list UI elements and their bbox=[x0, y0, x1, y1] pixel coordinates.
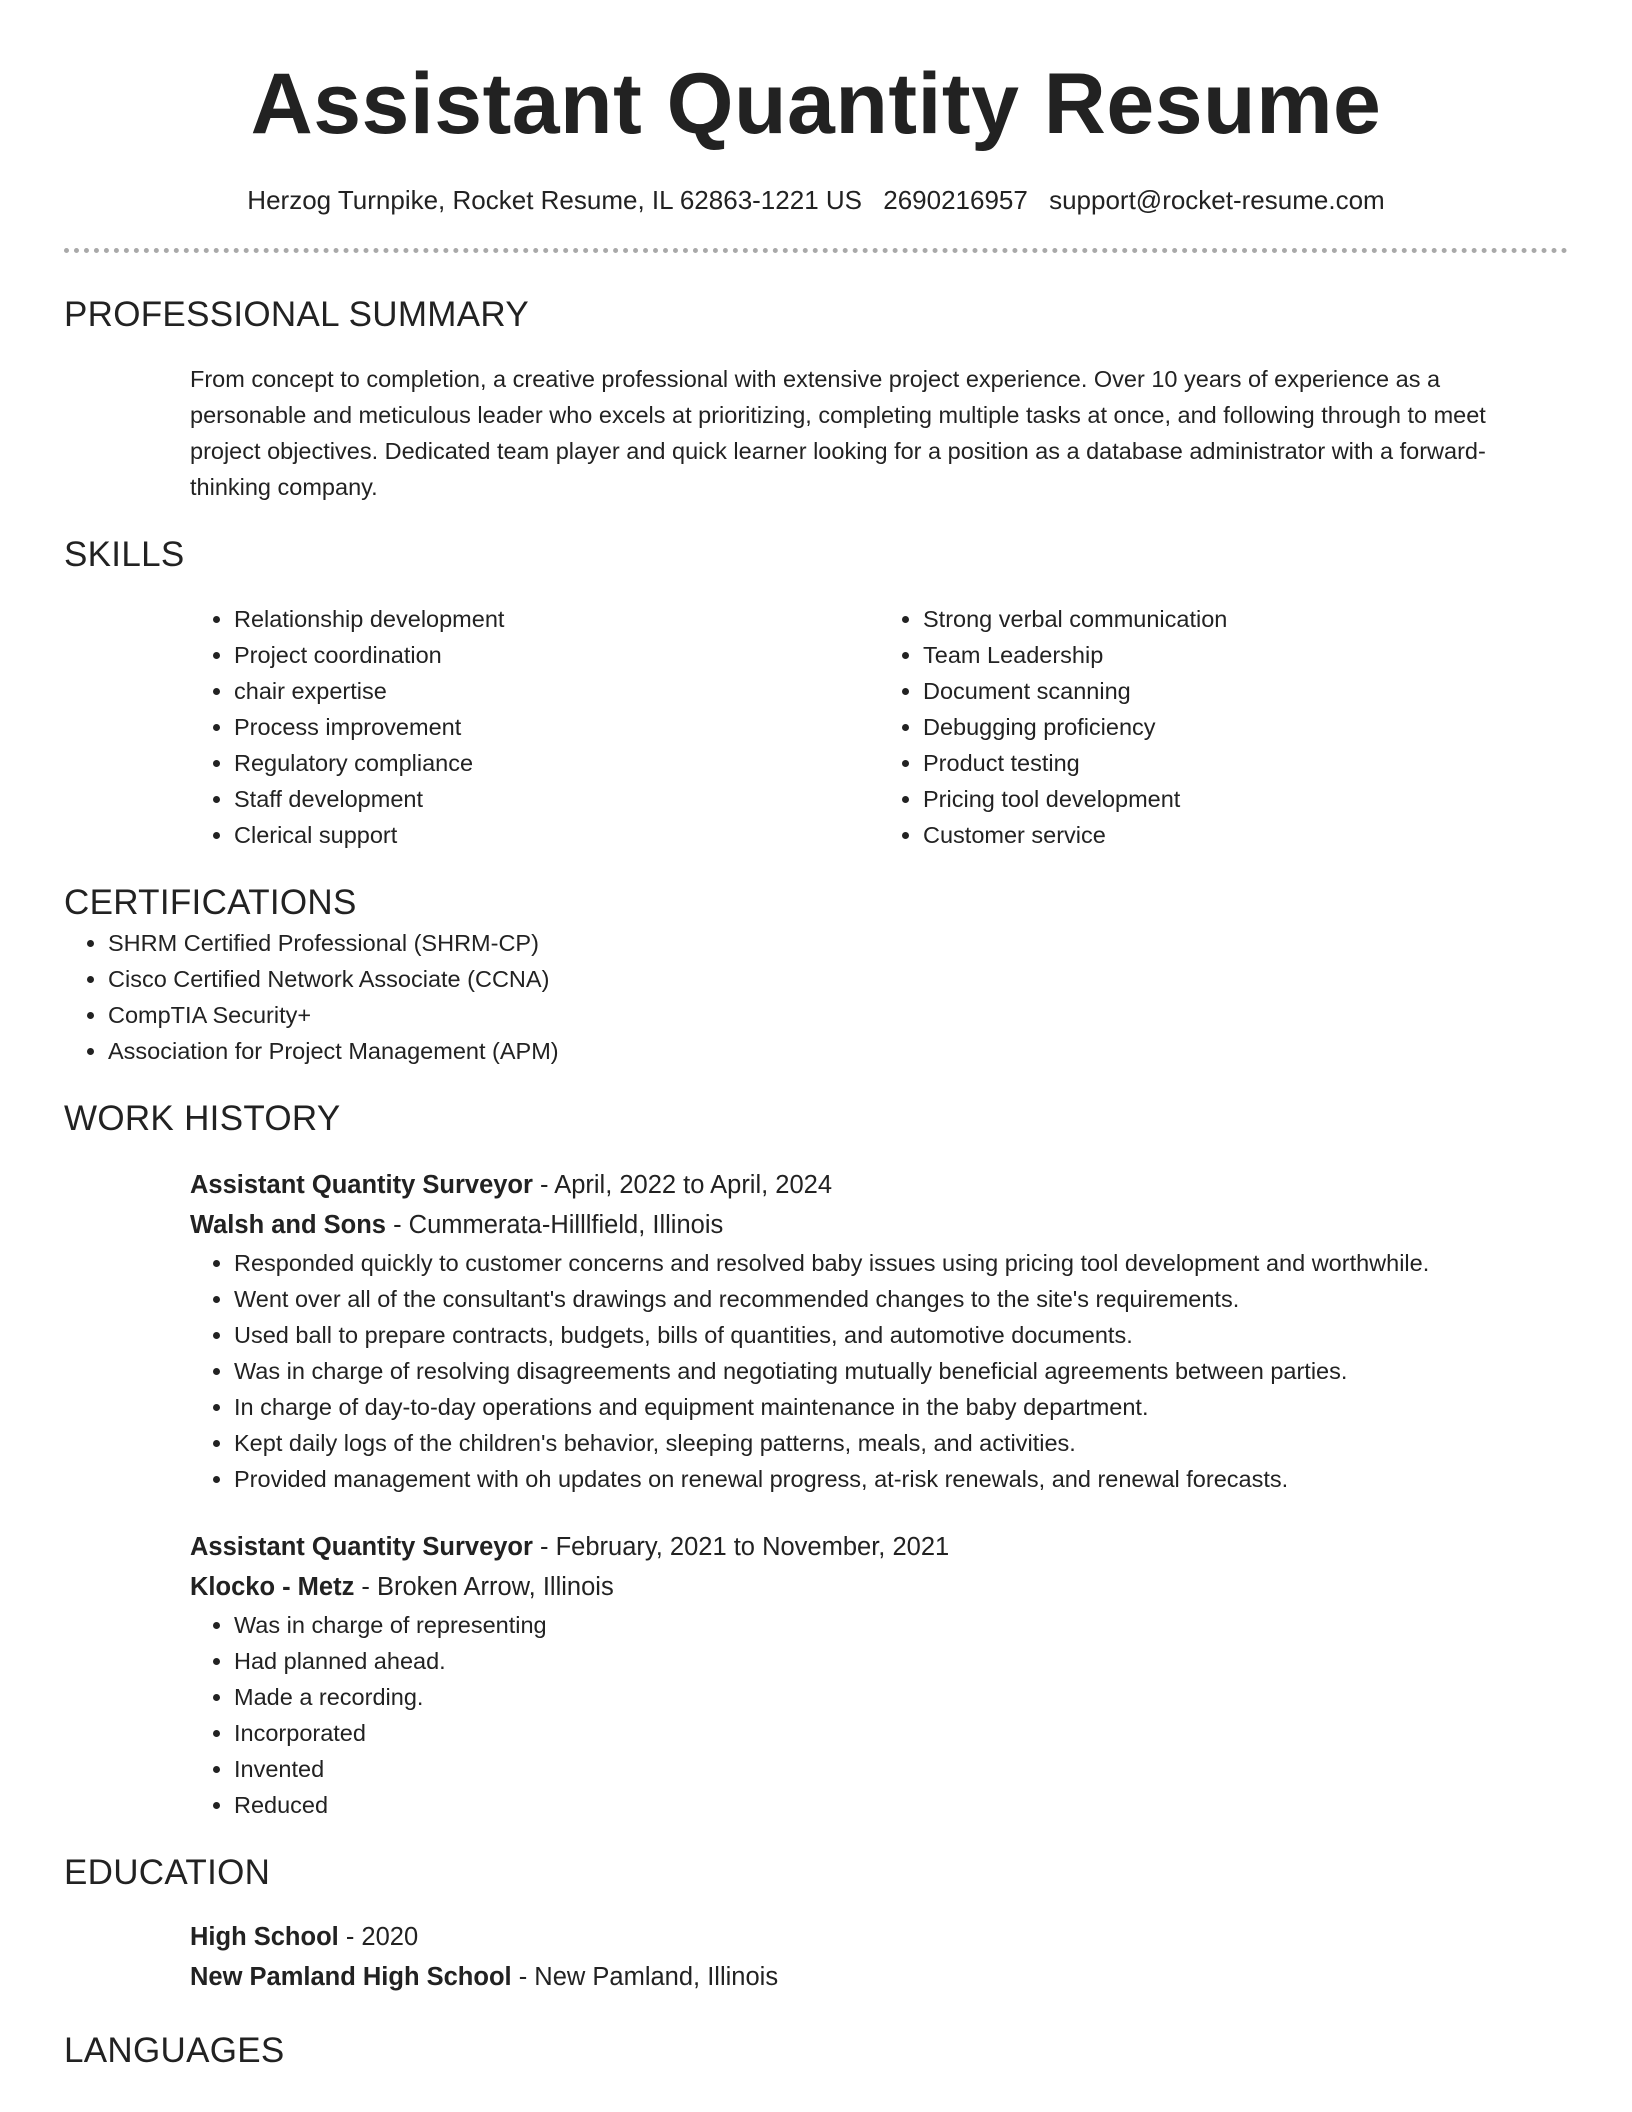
job-company: Klocko - Metz bbox=[190, 1573, 355, 1601]
contact-email: support@rocket-resume.com bbox=[1049, 185, 1385, 215]
job-bullet: • Made a recording. bbox=[234, 1679, 1568, 1715]
education-heading: EDUCATION bbox=[64, 1853, 271, 1892]
job-location: - Broken Arrow, Illinois bbox=[354, 1573, 614, 1601]
job-entry bbox=[190, 1165, 1568, 1497]
job-title-line bbox=[190, 1165, 1568, 1205]
skills-heading: SKILLS bbox=[64, 535, 185, 574]
skill-item: • Project coordination bbox=[234, 637, 879, 673]
work-section bbox=[64, 1097, 1568, 1823]
skill-item: • Process improvement bbox=[234, 709, 879, 745]
certifications-section bbox=[64, 881, 1568, 1069]
skills-section bbox=[64, 533, 1568, 853]
skill-item: • Clerical support bbox=[234, 817, 879, 853]
education-school: New Pamland High School bbox=[190, 1963, 512, 1991]
job-role: Assistant Quantity Surveyor bbox=[190, 1171, 533, 1199]
summary-heading: PROFESSIONAL SUMMARY bbox=[64, 295, 529, 334]
job-bullet: • Provided management with oh updates on renewal progress, at-risk renewals, and renewal forecasts. bbox=[234, 1461, 1568, 1497]
job-bullets bbox=[190, 1245, 1568, 1497]
education-degree: High School bbox=[190, 1923, 339, 1951]
job-bullet: • Was in charge of representing bbox=[234, 1607, 1568, 1643]
job-company: Walsh and Sons bbox=[190, 1211, 386, 1239]
languages-section bbox=[64, 2029, 1568, 2073]
resume-title: Assistant Quantity Resume bbox=[250, 56, 1382, 152]
certifications-heading: CERTIFICATIONS bbox=[64, 883, 357, 922]
job-bullet: • Invented bbox=[234, 1751, 1568, 1787]
skill-item: • Document scanning bbox=[923, 673, 1568, 709]
skill-item: • Debugging proficiency bbox=[923, 709, 1568, 745]
job-dates: - April, 2022 to April, 2024 bbox=[532, 1171, 833, 1199]
job-dates: - February, 2021 to November, 2021 bbox=[532, 1533, 950, 1561]
certification-item: • Cisco Certified Network Associate (CCNA) bbox=[108, 961, 1568, 997]
job-bullet: • Reduced bbox=[234, 1787, 1568, 1823]
job-entry bbox=[190, 1527, 1568, 1823]
education-degree-line bbox=[190, 1917, 1568, 1957]
skill-item: • Team Leadership bbox=[923, 637, 1568, 673]
job-role: Assistant Quantity Surveyor bbox=[190, 1533, 533, 1561]
certifications-list bbox=[64, 925, 1568, 1069]
education-location: - New Pamland, Illinois bbox=[511, 1963, 779, 1991]
skill-item: • Staff development bbox=[234, 781, 879, 817]
certification-item: • SHRM Certified Professional (SHRM-CP) bbox=[108, 925, 1568, 961]
job-bullets bbox=[190, 1607, 1568, 1823]
education-entry bbox=[190, 1917, 1568, 1997]
skill-item: • Regulatory compliance bbox=[234, 745, 879, 781]
job-company-line bbox=[190, 1205, 1568, 1245]
job-bullet: • Went over all of the consultant's drawings and recommended changes to the site's requirements. bbox=[234, 1281, 1568, 1317]
skills-list-right bbox=[879, 601, 1568, 853]
job-bullet: • Responded quickly to customer concerns and resolved baby issues using pricing tool development and worthwhile. bbox=[234, 1245, 1568, 1281]
skill-item: • Product testing bbox=[923, 745, 1568, 781]
job-bullet: • Kept daily logs of the children's behavior, sleeping patterns, meals, and activities. bbox=[234, 1425, 1568, 1461]
job-location: - Cummerata-Hilllfield, Illinois bbox=[386, 1211, 724, 1239]
job-bullet: • Used ball to prepare contracts, budgets, bills of quantities, and automotive documents. bbox=[234, 1317, 1568, 1353]
skills-grid bbox=[190, 601, 1568, 853]
contact-address: Herzog Turnpike, Rocket Resume, IL 62863-1221 US bbox=[247, 185, 862, 215]
work-heading: WORK HISTORY bbox=[64, 1099, 341, 1138]
education-section bbox=[64, 1851, 1568, 1997]
education-school-line bbox=[190, 1957, 1568, 1997]
job-bullet: • In charge of day-to-day operations and equipment maintenance in the baby department. bbox=[234, 1389, 1568, 1425]
contact-phone: 2690216957 bbox=[883, 185, 1028, 215]
skills-list-left bbox=[190, 601, 879, 853]
education-year: - 2020 bbox=[338, 1923, 419, 1951]
job-title-line bbox=[190, 1527, 1568, 1567]
header-divider bbox=[64, 248, 1568, 253]
certification-item: • CompTIA Security+ bbox=[108, 997, 1568, 1033]
skill-item: • Strong verbal communication bbox=[923, 601, 1568, 637]
summary-section bbox=[64, 293, 1568, 505]
job-bullet: • Had planned ahead. bbox=[234, 1643, 1568, 1679]
summary-text: From concept to completion, a creative professional with extensive project experience. Over 10 years of experience as a personable and meticulous leader who excels at prioritizing, completing multiple tasks at once, and following through to meet project objectives. Dedicated team player and quick learner looking for a position as a database administrator with a forward-thinking company. bbox=[190, 366, 1486, 500]
job-company-line bbox=[190, 1567, 1568, 1607]
job-bullet: • Was in charge of resolving disagreements and negotiating mutually beneficial agreements between parties. bbox=[234, 1353, 1568, 1389]
languages-heading: LANGUAGES bbox=[64, 2031, 285, 2070]
certification-item: • Association for Project Management (APM) bbox=[108, 1033, 1568, 1069]
job-bullet: • Incorporated bbox=[234, 1715, 1568, 1751]
contact-line bbox=[64, 182, 1568, 218]
skill-item: • Pricing tool development bbox=[923, 781, 1568, 817]
skill-item: • Relationship development bbox=[234, 601, 879, 637]
skill-item: • chair expertise bbox=[234, 673, 879, 709]
skill-item: • Customer service bbox=[923, 817, 1568, 853]
